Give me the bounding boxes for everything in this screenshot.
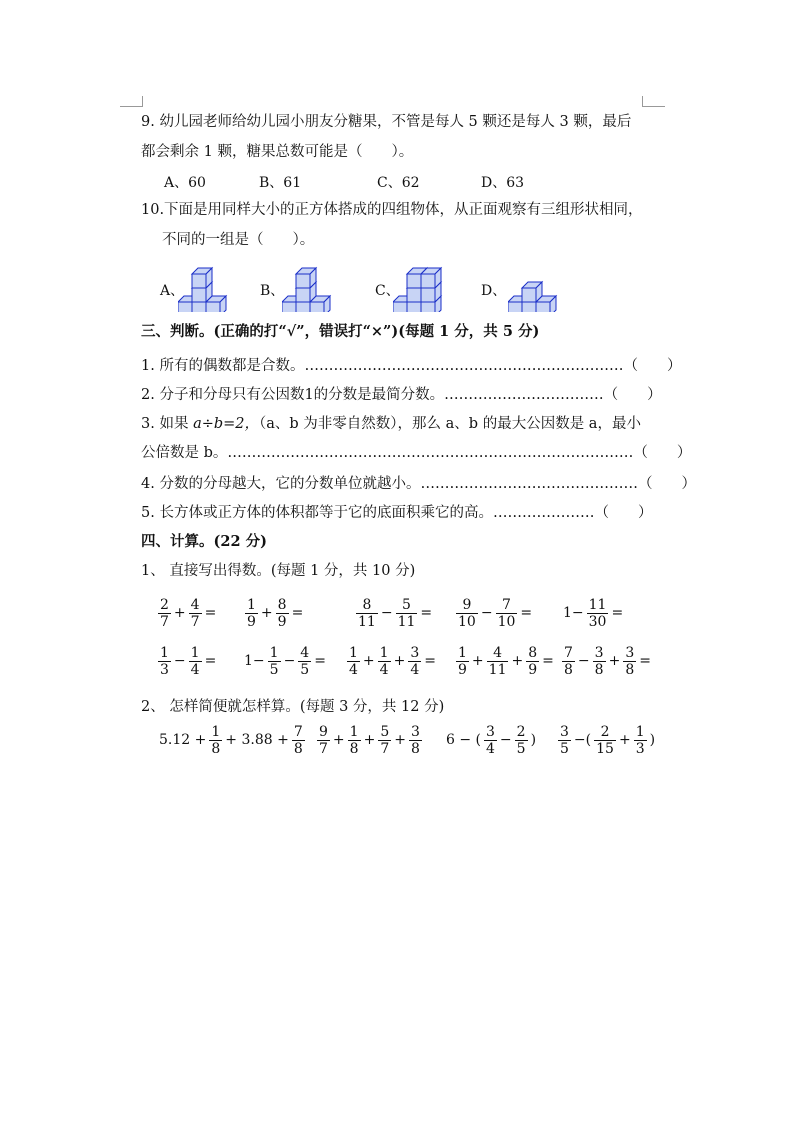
q9-option-a: A、60 (164, 175, 206, 191)
judge-item-1: 1. 所有的偶数都是合数。…………………………………………………………（ ） (141, 358, 682, 374)
operator: + (618, 732, 631, 748)
calc-row-1-expr-3 (455, 593, 534, 633)
fraction: $\frac{1}{5}$ (269, 644, 279, 678)
q9-line1: 9. 幼儿园老师给幼儿园小朋友分糖果，不管是每人 5 颗还是每人 3 颗，最后 (141, 114, 632, 130)
operator: + (608, 653, 621, 669)
text: 6 − ( (446, 732, 481, 748)
judge-item-3-line1: 3. 如果 a÷b=2，（a、b 为非零自然数），那么 a、b 的最大公因数是 a，最小 (141, 416, 641, 432)
equals-sign: = (542, 653, 554, 669)
calc-row-1-expr-2 (355, 593, 434, 633)
equals-sign: = (639, 653, 651, 669)
text: + 3.88 + (225, 732, 289, 748)
fraction: $\frac{9}{7}$ (319, 723, 328, 757)
calc-row-2-expr-1 (242, 641, 328, 681)
fraction: $\frac{1}{3}$ (635, 723, 645, 757)
calc-row-1-expr-0 (157, 593, 218, 633)
equals-sign: = (204, 605, 217, 621)
fraction: $\frac{8}{9}$ (528, 644, 538, 678)
equals-sign: = (520, 605, 533, 621)
fraction: $\frac{1}{4}$ (349, 644, 358, 678)
q9-option-d: D、63 (481, 175, 525, 191)
operator: + (332, 732, 345, 748)
text: 1− (563, 605, 584, 621)
equals-sign: = (204, 653, 217, 669)
judge-item-3-line2: 公倍数是 b。…………………………………………………………………………（ ） (141, 445, 692, 461)
section4-sub2: 2、 怎样简便就怎样算。(每题 3 分，共 12 分) (141, 699, 445, 715)
fraction: $\frac{5}{7}$ (380, 723, 390, 757)
fraction: $\frac{3}{8}$ (625, 644, 635, 678)
cube-block-a-4 (192, 268, 212, 288)
operator: + (394, 732, 406, 748)
cube-figure-d (508, 258, 578, 312)
calc-row-3-expr-3 (557, 720, 657, 760)
fraction: $\frac{1}{3}$ (160, 644, 169, 678)
text: 5.12 + (159, 732, 207, 748)
cube-block-d-3 (522, 282, 542, 302)
q10-line2: 不同的一组是（ ）。 (162, 232, 315, 248)
q9-option-c: C、62 (377, 175, 420, 191)
fraction: $\frac{1}{8}$ (349, 723, 359, 757)
operator: − (173, 653, 186, 669)
q9-line2: 都会剩余 1 颗，糖果总数可能是（ ）。 (141, 144, 414, 160)
operator: − (380, 605, 393, 621)
calc-row-3-expr-2 (444, 720, 538, 760)
fraction: $\frac{7}{10}$ (497, 596, 516, 630)
calc-row-2-expr-4 (561, 641, 653, 681)
corner-mark-right (642, 96, 665, 107)
fraction: $\frac{3}{4}$ (486, 723, 495, 757)
fraction: $\frac{3}{8}$ (594, 644, 604, 678)
fraction: $\frac{3}{4}$ (410, 644, 420, 678)
text: ) (649, 732, 656, 748)
fraction: $\frac{1}{4}$ (190, 644, 200, 678)
operator: − (499, 732, 512, 748)
fraction: $\frac{8}{9}$ (277, 596, 287, 630)
operator: + (471, 653, 484, 669)
operator: + (173, 605, 186, 621)
section3-title: 三、判断。(正确的打“√”，错误打“×”)(每题 1 分，共 5 分) (141, 323, 540, 340)
cube-block-c-6 (421, 268, 441, 288)
calc-row-3-expr-0 (157, 720, 306, 760)
text: ) (530, 732, 537, 748)
fraction: $\frac{3}{5}$ (560, 723, 569, 757)
fraction: $\frac{2}{15}$ (596, 723, 614, 757)
operator: + (260, 605, 273, 621)
text: 1− (244, 653, 265, 669)
equals-sign: = (291, 605, 304, 621)
operator: + (362, 653, 375, 669)
q10-option-a: A、 (160, 283, 185, 299)
judge-item-4: 4. 分数的分母越大，它的分数单位就越小。………………………………………（ ） (141, 476, 696, 492)
fraction: $\frac{2}{5}$ (516, 723, 526, 757)
operator: −( (573, 732, 592, 748)
equals-sign: = (424, 653, 436, 669)
fraction: $\frac{7}{8}$ (564, 644, 573, 678)
cube-block-b-4 (296, 268, 316, 288)
q10-option-d: D、 (481, 283, 507, 299)
equals-sign: = (420, 605, 433, 621)
calc-row-1-expr-4 (561, 593, 625, 633)
q10-option-b: B、 (260, 283, 285, 299)
calc-row-2-expr-0 (157, 641, 218, 681)
fraction: $\frac{1}{9}$ (247, 596, 256, 630)
fraction: $\frac{11}{30}$ (588, 596, 607, 630)
q10-option-c: C、 (375, 283, 400, 299)
operator: − (283, 653, 296, 669)
cube-figure-a (178, 258, 248, 312)
section4-title: 四、计算。(22 分) (141, 533, 267, 550)
cube-figure-b (282, 258, 352, 312)
cube-figure-c (393, 258, 463, 312)
fraction: $\frac{8}{11}$ (358, 596, 376, 630)
calc-row-2-expr-2 (346, 641, 438, 681)
fraction: $\frac{1}{9}$ (458, 644, 467, 678)
calc-row-2-expr-3 (455, 641, 556, 681)
q10-line1: 10.下面是用同样大小的正方体搭成的四组物体，从正面观察有三组形状相同， (141, 202, 643, 218)
corner-mark-left (120, 96, 143, 107)
calc-row-3-expr-1 (316, 720, 423, 760)
fraction: $\frac{2}{7}$ (160, 596, 169, 630)
judge-item-2: 2. 分子和分母只有公因数1的分数是最简分数。……………………………（ ） (141, 387, 662, 403)
fraction: $\frac{1}{8}$ (211, 723, 221, 757)
fraction: $\frac{7}{8}$ (293, 723, 303, 757)
operator: + (393, 653, 406, 669)
fraction: $\frac{9}{10}$ (458, 596, 476, 630)
fraction: $\frac{5}{11}$ (397, 596, 416, 630)
fraction: $\frac{1}{4}$ (379, 644, 389, 678)
operator: + (511, 653, 524, 669)
equals-sign: = (611, 605, 624, 621)
section4-sub1: 1、 直接写出得数。(每题 1 分，共 10 分) (141, 563, 416, 579)
fraction: $\frac{4}{5}$ (300, 644, 310, 678)
equals-sign: = (314, 653, 326, 669)
fraction: $\frac{3}{8}$ (410, 723, 420, 757)
operator: − (577, 653, 590, 669)
fraction: $\frac{4}{7}$ (190, 596, 200, 630)
operator: + (363, 732, 376, 748)
calc-row-1-expr-1 (244, 593, 305, 633)
fraction: $\frac{4}{11}$ (488, 644, 507, 678)
operator: − (480, 605, 493, 621)
q9-option-b: B、61 (259, 175, 302, 191)
judge-item-5: 5. 长方体或正方体的体积都等于它的底面积乘它的高。…………………（ ） (141, 505, 653, 521)
